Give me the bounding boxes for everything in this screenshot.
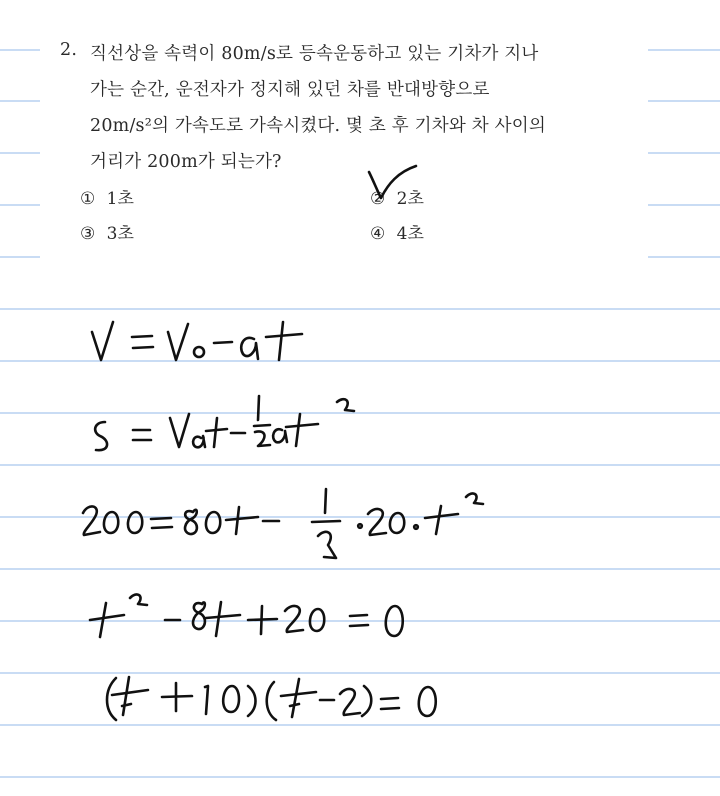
problem-line-3: 20m/s²의 가속도로 가속시켰다. 몇 초 후 기차와 차 사이의 [90, 116, 546, 136]
option-1-mark: ① [80, 189, 96, 209]
equation-4 [90, 594, 403, 637]
problem-line-4: 거리가 200m가 되는가? [90, 152, 282, 172]
equation-3 [83, 489, 483, 558]
option-4-mark: ④ [370, 224, 386, 244]
option-4-label: 4초 [396, 224, 424, 244]
option-3-label: 3초 [106, 224, 134, 244]
problem-line-2: 가는 순간, 운전자가 정지해 있던 차를 반대방향으로 [90, 80, 490, 100]
option-1-label: 1초 [106, 189, 134, 209]
equation-5 [107, 677, 436, 720]
option-2-label: 2초 [396, 189, 424, 209]
option-3-mark: ③ [80, 224, 96, 244]
equation-2 [95, 396, 354, 450]
problem-line-1: 직선상을 속력이 80m/s로 등속운동하고 있는 기차가 지나 [90, 44, 539, 64]
equation-1 [92, 322, 302, 360]
problem-number: 2. [60, 40, 78, 60]
option-2-mark: ② [370, 189, 386, 209]
